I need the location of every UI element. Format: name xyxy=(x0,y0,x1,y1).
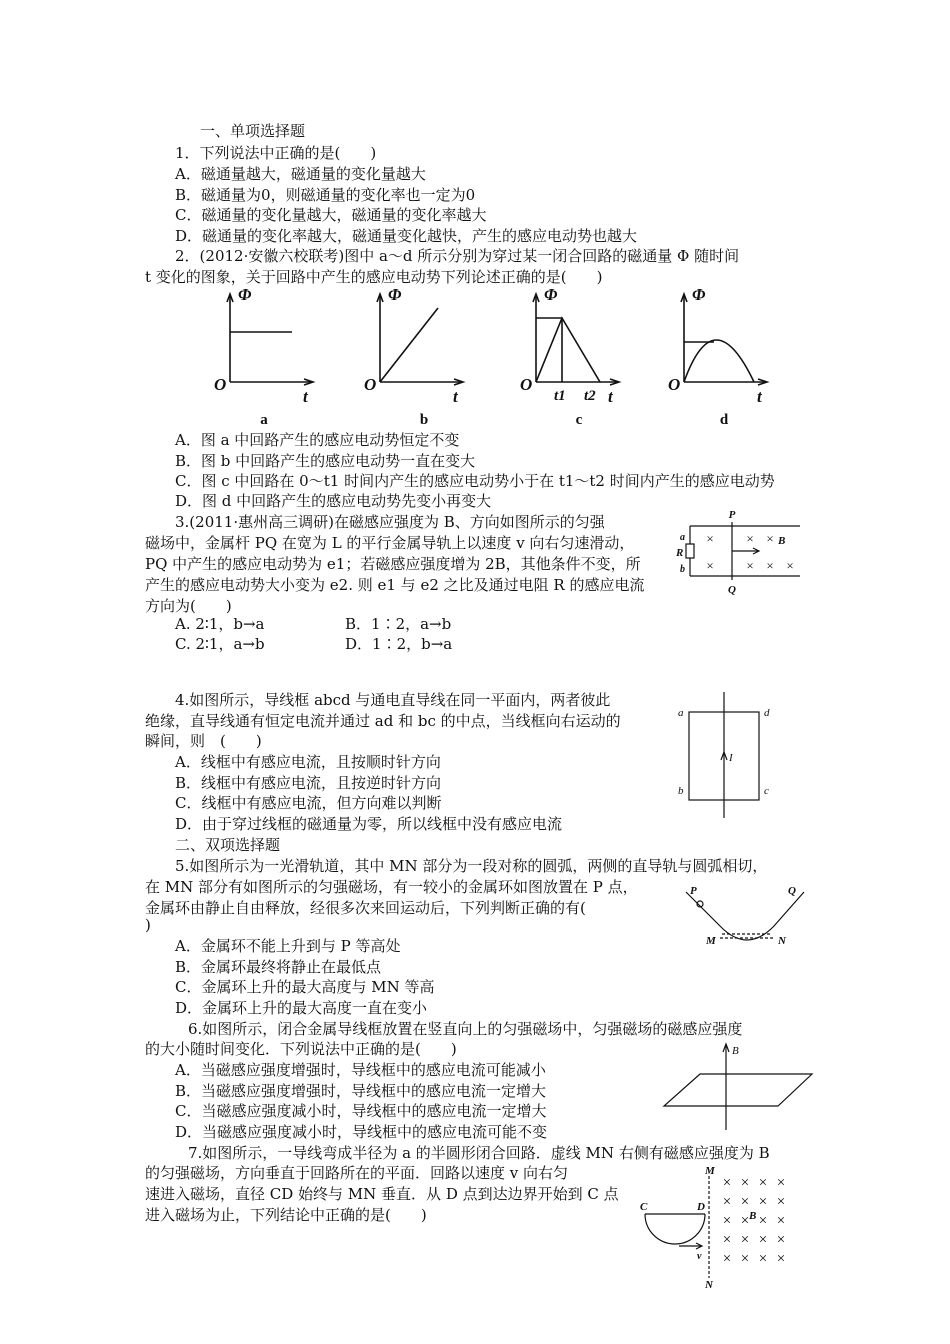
label-r: R xyxy=(676,547,684,559)
label-b: b xyxy=(680,564,685,575)
field-cross: × xyxy=(776,1232,786,1248)
graph-c-caption: c xyxy=(575,412,583,428)
field-cross: × xyxy=(706,558,714,573)
q5-line4: ) xyxy=(145,916,151,934)
field-cross: × xyxy=(776,1175,786,1191)
field-cross: × xyxy=(722,1194,732,1210)
q4-option-a: A．线框中有感应电流，且按顺时针方向 xyxy=(175,753,441,771)
q3-line4: 产生的感应电动势大小变为 e2. 则 e1 与 e2 之比及通过电阻 R 的感应电流 xyxy=(145,576,645,594)
q4-option-d: D．由于穿过线框的磁通量为零，所以线框中没有感应电流 xyxy=(175,815,563,833)
q3-line1: 3.(2011·惠州高三调研)在磁感应强度为 B、方向如图所示的匀强 xyxy=(175,513,605,531)
label-d: D xyxy=(697,1201,705,1213)
graph-d-flux-curve xyxy=(684,340,754,382)
graph-d-x-label: t xyxy=(757,387,762,406)
q6-option-c: C．当磁感应强度减小时，导线框中的感应电流一定增大 xyxy=(175,1102,547,1120)
flux-graphs-figure xyxy=(200,282,810,432)
label-p: P xyxy=(690,885,697,897)
q6-line2: 的大小随时间变化．下列说法中正确的是( ) xyxy=(145,1040,457,1058)
label-a: a xyxy=(678,707,684,719)
q2-option-d: D．图 d 中回路产生的感应电动势先变小再变大 xyxy=(175,492,492,510)
q1-stem: 1．下列说法中正确的是( ) xyxy=(175,144,377,162)
label-n: N xyxy=(705,1279,713,1290)
q7-line1: 7.如图所示，一导线弯成半径为 a 的半圆形闭合回路．虚线 MN 右侧有磁感应强度为 B xyxy=(188,1144,770,1162)
field-cross: × xyxy=(786,558,794,573)
graph-c-x-label: t xyxy=(608,387,613,406)
label-m: M xyxy=(705,1165,715,1177)
field-cross: × xyxy=(722,1175,732,1191)
frame-in-field-figure xyxy=(660,1034,820,1134)
section1-heading: 一、单项选择题 xyxy=(200,122,306,140)
semicircle-loop xyxy=(645,1214,705,1244)
q5-option-d: D．金属环上升的最大高度一直在变小 xyxy=(175,999,428,1017)
graph-c-origin: O xyxy=(520,375,533,394)
q3-line3: PQ 中产生的感应电动势为 e1；若磁感应强度增为 2B，其他条件不变，所 xyxy=(145,555,641,573)
field-cross: × xyxy=(776,1194,786,1210)
q3-line2: 磁场中，金属杆 PQ 在宽为 L 的平行金属导轨上以速度 v 向右匀速滑动， xyxy=(145,534,635,552)
field-cross: × xyxy=(758,1175,768,1191)
label-q: Q xyxy=(788,885,796,897)
q4-option-c: C．线框中有感应电流，但方向难以判断 xyxy=(175,794,442,812)
field-cross: × xyxy=(740,1194,750,1210)
field-cross: × xyxy=(740,1175,750,1191)
q6-option-d: D．当磁感应强度减小时，导线框中的感应电流可能不变 xyxy=(175,1123,548,1141)
label-field-b: B xyxy=(778,535,786,547)
field-cross: × xyxy=(740,1251,750,1267)
q5-option-a: A．金属环不能上升到与 P 等高处 xyxy=(175,937,401,955)
q5-line2: 在 MN 部分有如图所示的匀强磁场，有一较小的金属环如图放置在 P 点， xyxy=(145,878,638,896)
graph-a-origin: O xyxy=(214,375,227,394)
q1-option-c: C．磁通量的变化量越大，磁通量的变化率越大 xyxy=(175,206,487,224)
q3-option-b: B．1∶2，a→b xyxy=(345,615,452,633)
label-c: c xyxy=(764,785,769,797)
q1-option-a: A．磁通量越大，磁通量的变化量越大 xyxy=(175,165,426,183)
q3-option-d: D．1∶2，b→a xyxy=(345,635,453,653)
graph-c-t2-label: t2 xyxy=(584,388,596,404)
graph-b-y-label: Φ xyxy=(388,285,402,304)
field-cross: × xyxy=(766,558,774,573)
q5-option-b: B．金属环最终将静止在最低点 xyxy=(175,958,382,976)
label-m: M xyxy=(706,935,716,947)
field-cross: × xyxy=(746,558,754,573)
track-curve xyxy=(686,892,804,940)
field-cross: × xyxy=(740,1232,750,1248)
label-p: P xyxy=(728,509,736,521)
field-cross: × xyxy=(746,531,754,546)
q7-line4: 进入磁场为止，下列结论中正确的是( ) xyxy=(145,1206,427,1224)
field-cross: × xyxy=(776,1251,786,1267)
q5-line1: 5.如图所示为一光滑轨道，其中 MN 部分为一段对称的圆弧，两侧的直导轨与圆弧相切， xyxy=(175,857,768,875)
wire-frame xyxy=(664,1074,812,1106)
graph-a-caption: a xyxy=(260,412,268,428)
field-cross: × xyxy=(740,1213,750,1229)
field-cross: × xyxy=(706,531,714,546)
q1-option-b: B．磁通量为0，则磁通量的变化率也一定为0 xyxy=(175,186,476,204)
q3-line5: 方向为( ) xyxy=(145,597,232,615)
field-cross: × xyxy=(722,1251,732,1267)
graph-c-flux-line xyxy=(536,318,600,382)
field-cross: × xyxy=(758,1232,768,1248)
q4-line2: 绝缘，直导线通有恒定电流并通过 ad 和 bc 的中点，当线框向右运动的 xyxy=(145,712,621,730)
q4-line1: 4.如图所示，导线框 abcd 与通电直导线在同一平面内，两者彼此 xyxy=(175,691,611,709)
q6-line1: 6.如图所示，闭合金属导线框放置在竖直向上的匀强磁场中，匀强磁场的磁感应强度 xyxy=(188,1020,743,1038)
q4-option-b: B．线框中有感应电流，且按逆时针方向 xyxy=(175,774,442,792)
q2-stem-line1: 2．(2012·安徽六校联考)图中 a～d 所示分别为穿过某一闭合回路的磁通量 Φ 随时间 xyxy=(175,247,740,265)
label-v: v xyxy=(697,1251,702,1262)
rail-figure xyxy=(670,508,810,596)
field-cross: × xyxy=(722,1213,732,1229)
field-cross: × xyxy=(758,1251,768,1267)
graph-b-flux-line xyxy=(380,308,438,382)
q5-option-c: C．金属环上升的最大高度与 MN 等高 xyxy=(175,978,435,996)
label-b: B xyxy=(732,1045,739,1057)
label-i: I xyxy=(729,752,733,764)
q2-option-c: C．图 c 中回路在 0～t1 时间内产生的感应电动势小于在 t1～t2 时间内产生的感应电动势 xyxy=(175,472,775,490)
q2-option-b: B．图 b 中回路产生的感应电动势一直在变大 xyxy=(175,452,476,470)
label-q: Q xyxy=(728,584,736,596)
graph-c-t1-label: t1 xyxy=(554,388,566,404)
label-a: a xyxy=(680,532,685,543)
field-cross: × xyxy=(758,1194,768,1210)
resistor-r xyxy=(686,544,694,558)
semicircle-field-figure xyxy=(635,1162,800,1290)
q3-option-c: C. 2∶1，a→b xyxy=(175,635,265,653)
graph-d-caption: d xyxy=(719,412,729,428)
q6-option-b: B．当磁感应强度增强时，导线框中的感应电流一定增大 xyxy=(175,1082,547,1100)
graph-d-origin: O xyxy=(668,375,681,394)
field-cross: × xyxy=(758,1213,768,1229)
graph-b-caption: b xyxy=(419,412,429,428)
q3-option-a: A. 2∶1，b→a xyxy=(175,615,265,633)
field-cross: × xyxy=(722,1232,732,1248)
graph-a-y-label: Φ xyxy=(238,285,252,304)
field-cross: × xyxy=(776,1213,786,1229)
graph-b-origin: O xyxy=(364,375,377,394)
q7-line2: 的匀强磁场，方向垂直于回路所在的平面．回路以速度 v 向右匀 xyxy=(145,1164,569,1182)
q7-line3: 速进入磁场，直径 CD 始终与 MN 垂直．从 D 点到达边界开始到 C 点 xyxy=(145,1185,619,1203)
wire-frame-figure xyxy=(672,690,782,820)
q2-option-a: A．图 a 中回路产生的感应电动势恒定不变 xyxy=(175,431,460,449)
label-n: N xyxy=(778,935,786,947)
q6-option-a: A．当磁感应强度增强时，导线框中的感应电流可能减小 xyxy=(175,1061,546,1079)
label-b: b xyxy=(678,785,684,797)
graph-b-x-label: t xyxy=(453,387,458,406)
graph-d-y-label: Φ xyxy=(692,285,706,304)
label-c: C xyxy=(640,1201,648,1213)
graph-a-x-label: t xyxy=(303,387,308,406)
track-figure xyxy=(680,878,810,950)
q1-option-d: D．磁通量的变化率越大，磁通量变化越快，产生的感应电动势也越大 xyxy=(175,227,638,245)
section2-heading: 二、双项选择题 xyxy=(175,836,281,854)
q4-line3: 瞬间，则 ( ) xyxy=(145,732,262,750)
label-b: B xyxy=(749,1210,757,1222)
q2-stem-line2: t 变化的图象，关于回路中产生的感应电动势下列论述正确的是( ) xyxy=(145,268,603,286)
q5-line3: 金属环由静止自由释放，经很多次来回运动后，下列判断正确的有( xyxy=(145,899,586,917)
label-d: d xyxy=(764,707,770,719)
field-cross: × xyxy=(766,531,774,546)
graph-c-y-label: Φ xyxy=(544,285,558,304)
